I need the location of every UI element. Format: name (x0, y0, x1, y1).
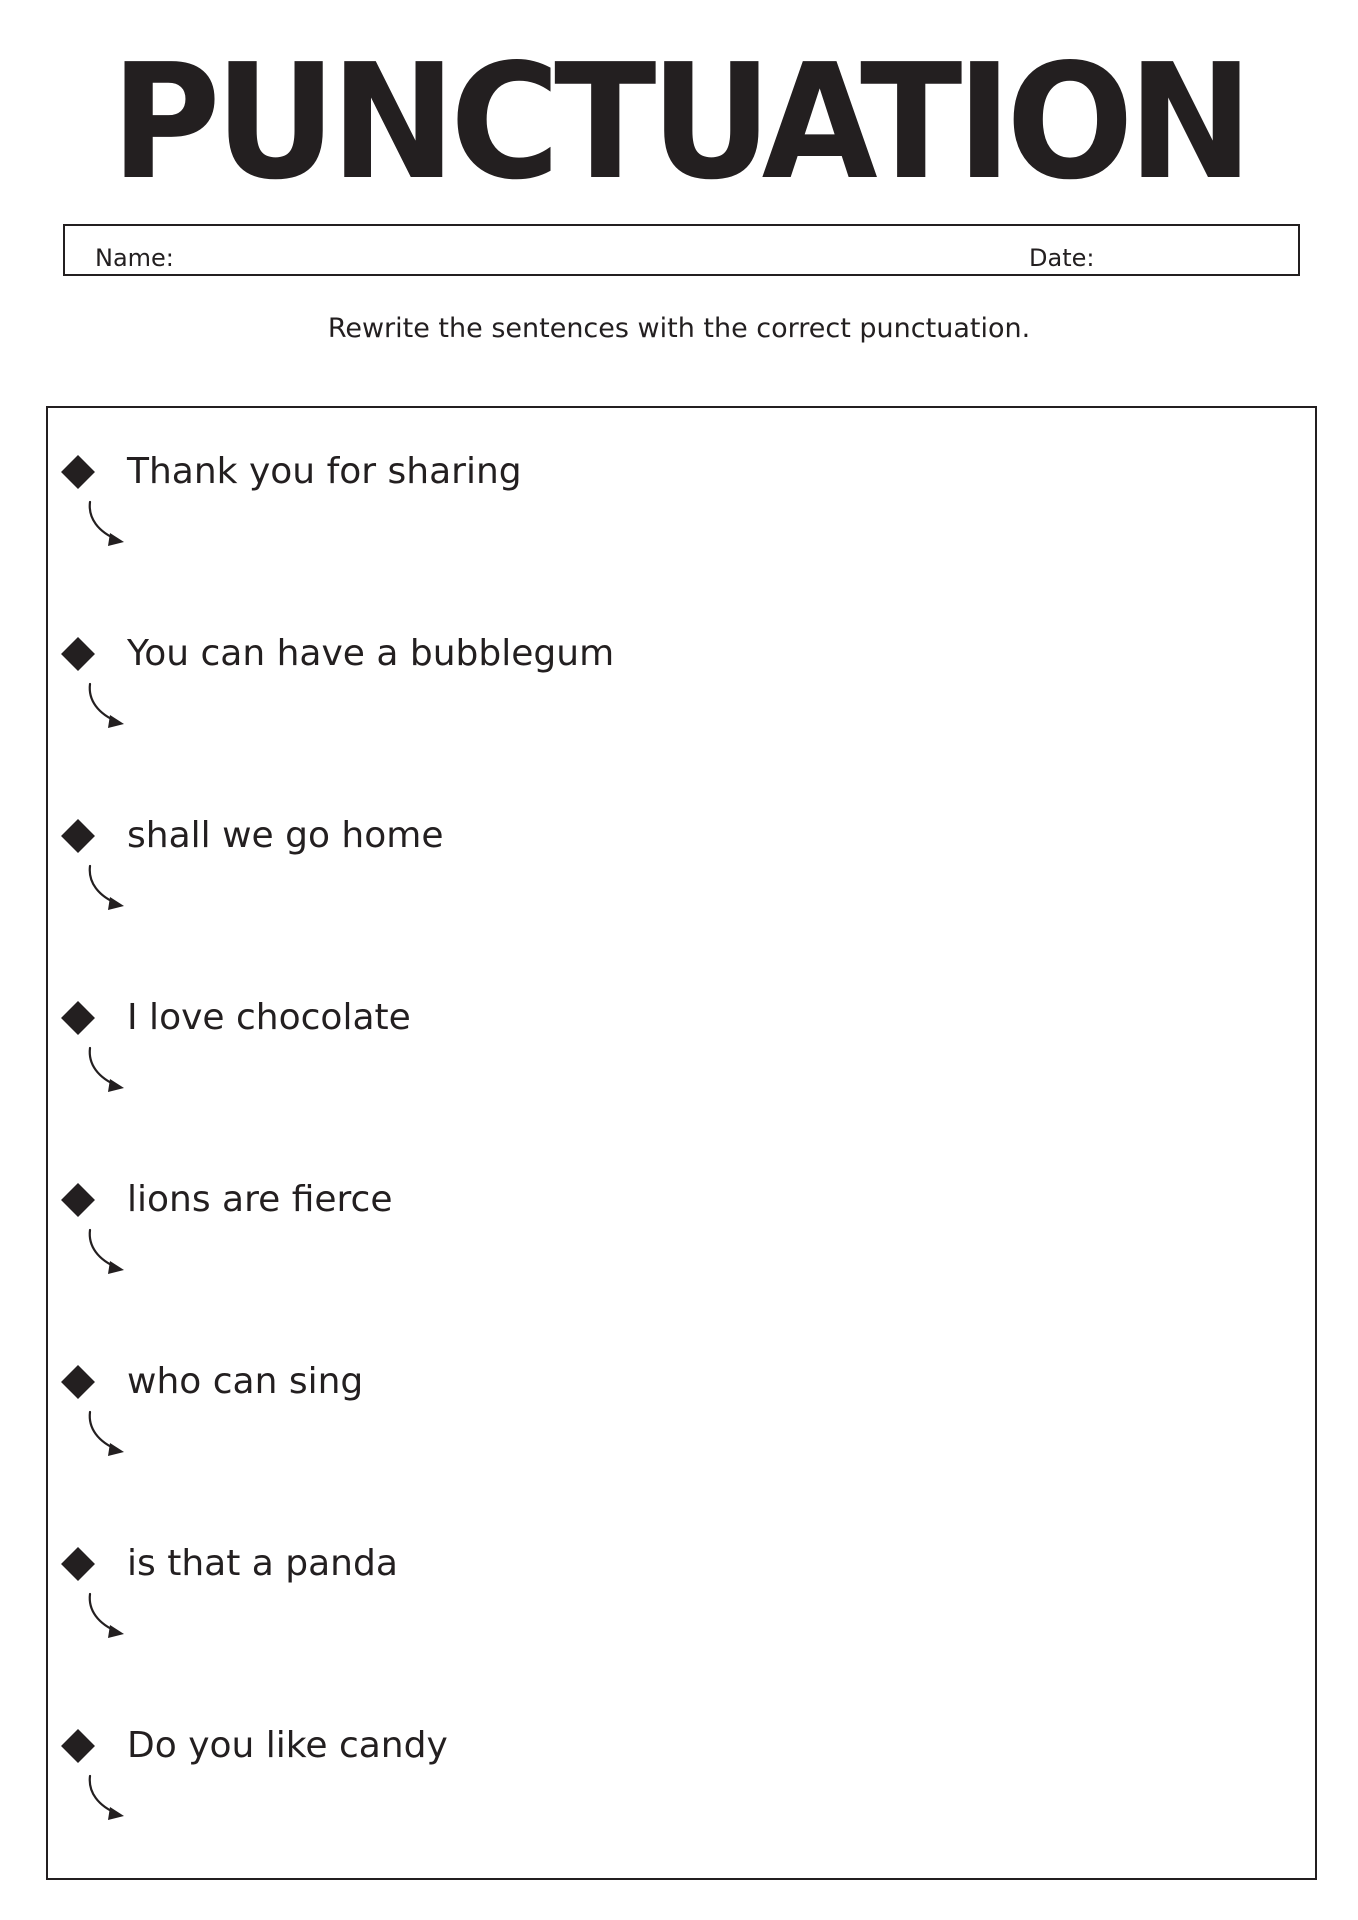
list-item (48, 1682, 1315, 1792)
curved-arrow-icon (86, 864, 140, 918)
sentence-text: is that a panda (127, 1543, 398, 1584)
list-item (48, 1318, 1315, 1428)
diamond-icon (61, 1365, 95, 1399)
curved-arrow-icon (86, 1046, 140, 1100)
diamond-icon (61, 1547, 95, 1581)
diamond-icon (61, 1001, 95, 1035)
sentence-text: I love chocolate (127, 997, 411, 1038)
diamond-icon (61, 1729, 95, 1763)
diamond-icon (61, 819, 95, 853)
name-label: Name: (95, 244, 174, 272)
sentence-list (46, 406, 1317, 1880)
name-date-box (63, 224, 1300, 276)
list-item (48, 1500, 1315, 1610)
list-item (48, 1136, 1315, 1246)
sentence-text: who can sing (127, 1361, 364, 1402)
list-item (48, 954, 1315, 1064)
curved-arrow-icon (86, 1410, 140, 1464)
sentence-text: You can have a bubblegum (127, 633, 615, 674)
list-item (48, 590, 1315, 700)
list-item (48, 408, 1315, 518)
curved-arrow-icon (86, 1592, 140, 1646)
diamond-icon (61, 1183, 95, 1217)
sentence-text: Do you like candy (127, 1725, 448, 1766)
date-label: Date: (1029, 244, 1095, 272)
curved-arrow-icon (86, 500, 140, 554)
worksheet-title: PUNCTUATION (110, 30, 1248, 216)
list-item (48, 772, 1315, 882)
curved-arrow-icon (86, 1228, 140, 1282)
sentence-text: Thank you for sharing (127, 451, 522, 492)
instructions: Rewrite the sentences with the correct punctuation. (327, 313, 1031, 344)
diamond-icon (61, 455, 95, 489)
curved-arrow-icon (86, 1774, 140, 1828)
sentence-text: lions are fierce (127, 1179, 393, 1220)
curved-arrow-icon (86, 682, 140, 736)
sentence-text: shall we go home (127, 815, 444, 856)
diamond-icon (61, 637, 95, 671)
